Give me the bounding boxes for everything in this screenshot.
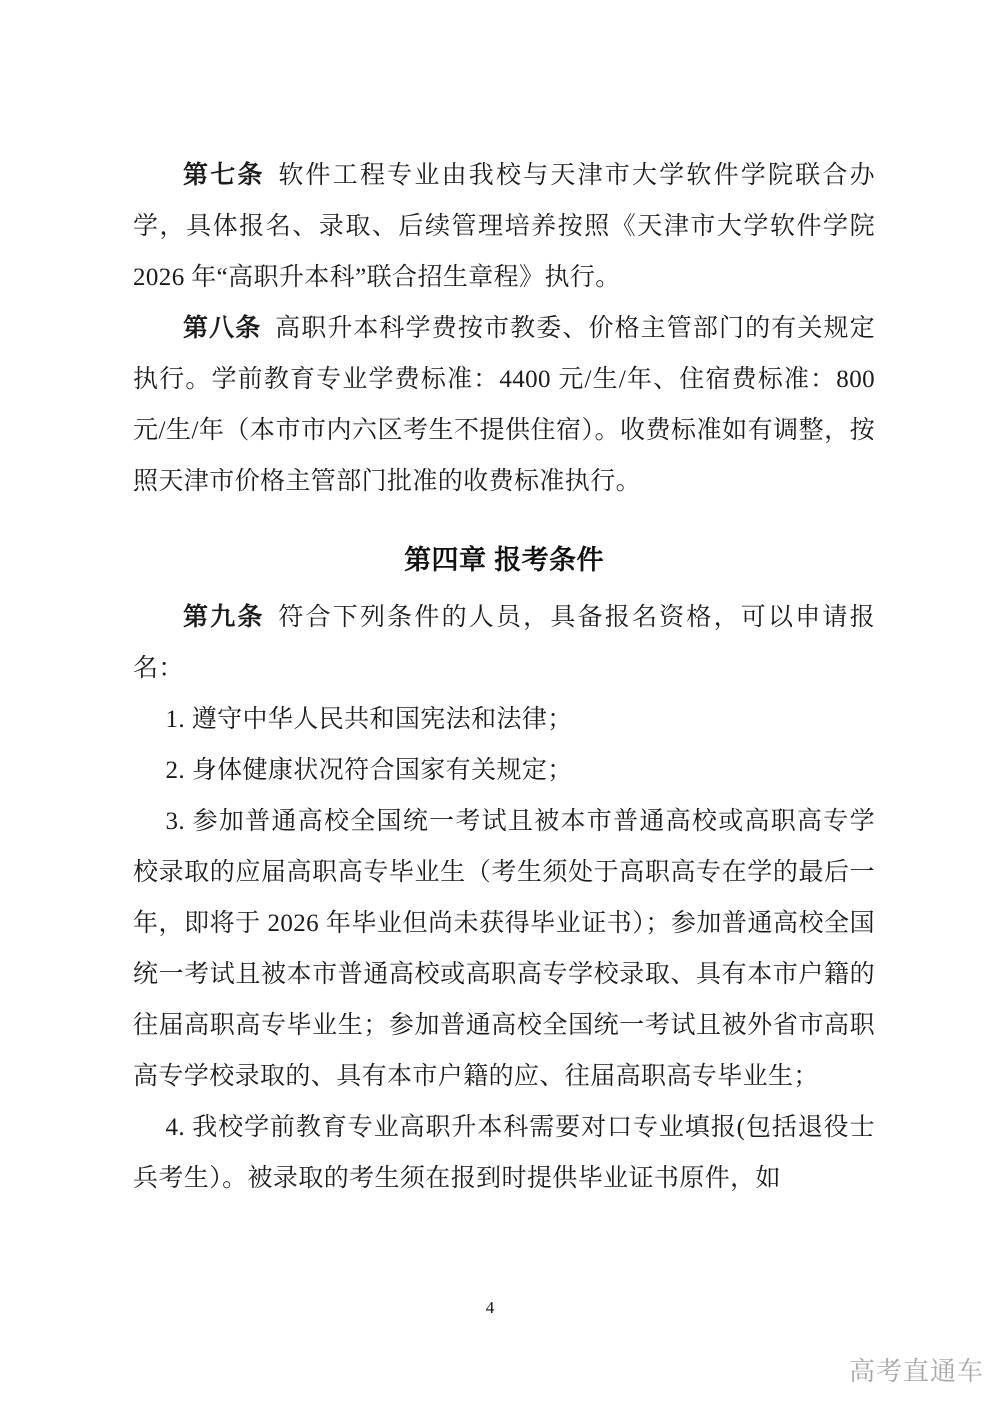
condition-item-1: 1. 遵守中华人民共和国宪法和法律；	[165, 706, 573, 733]
paragraph-article-9	[133, 592, 875, 694]
chapter-4-heading: 第四章 报考条件	[404, 545, 604, 575]
condition-item-4: 4. 我校学前教育专业高职升本科需要对口专业填报(包括退役士兵考生）。被录取的考生须在报到时提供毕业证书原件，如	[133, 1114, 875, 1192]
article-8-label: 第八条	[183, 315, 262, 342]
watermark-gaokao-zhitongche: 高考直通车	[848, 1356, 984, 1386]
article-7-label: 第七条	[183, 162, 265, 189]
paragraph-article-8	[133, 303, 875, 507]
page-number: 4	[485, 1298, 495, 1317]
article-8-text: 高职升本科学费按市教委、价格主管部门的有关规定执行。学前教育专业学费标准：4400 元/生/年、住宿费标准：800 元/生/年（本市市内六区考生不提供住宿）。收费标准如有调整，按照天津市价格主管部门批准的收费标准执行。	[133, 315, 875, 495]
article-9-label: 第九条	[183, 604, 265, 631]
document-body	[133, 150, 875, 1204]
condition-item-2: 2. 身体健康状况符合国家有关规定；	[165, 757, 573, 784]
article-7-text: 软件工程专业由我校与天津市大学软件学院联合办学，具体报名、录取、后续管理培养按照《天津市大学软件学院 2026 年“高职升本科”联合招生章程》执行。	[133, 162, 875, 291]
article-9-text: 符合下列条件的人员，具备报名资格，可以申请报名：	[133, 604, 875, 682]
condition-item-3: 3. 参加普通高校全国统一考试且被本市普通高校或高职高专学校录取的应届高职高专毕业生（考生须处于高职高专在学的最后一年，即将于 2026 年毕业但尚未获得毕业证书）；参加普通高校全国统一考试且被本市普通高校或高职高专学校录取、具有本市户籍的往届高职高专毕业生；参加普通高校全国统一考试且被外省市高职高专学校录取的、具有本市户籍的应、往届高职高专毕业生；	[133, 808, 875, 1090]
paragraph-article-7	[133, 150, 875, 303]
